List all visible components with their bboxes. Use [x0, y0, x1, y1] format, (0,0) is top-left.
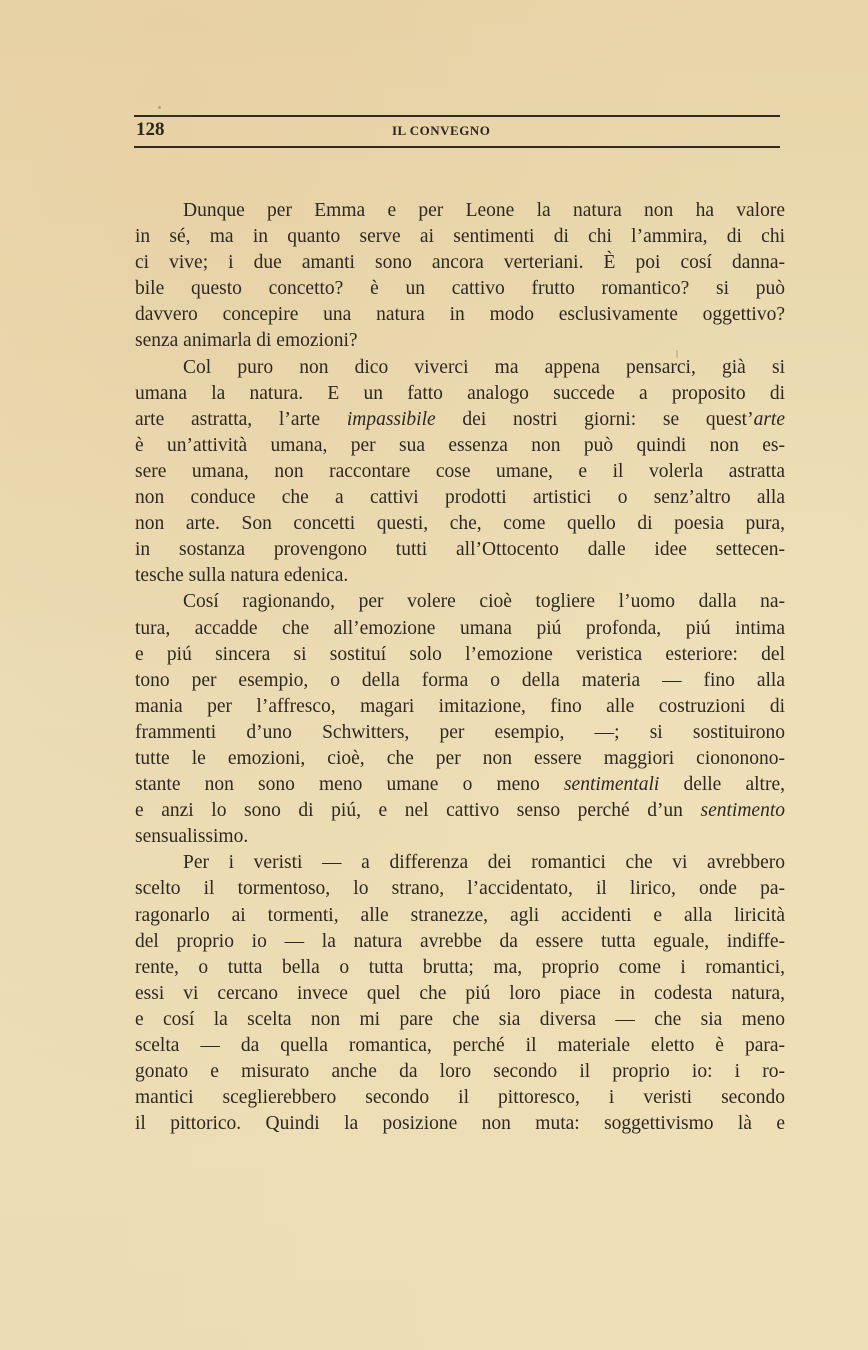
journal-title: IL CONVEGNO [392, 123, 491, 138]
text-line: tura, accadde che all’emozione umana piú profonda, piú intima [135, 617, 785, 639]
text-line: ragonarlo ai tormenti, alle stranezze, agli accidenti e alla liricità [135, 904, 785, 926]
text-line: mantici sceglierebbero secondo il pittoresco, i veristi secondo [135, 1087, 785, 1109]
text-line: Per i veristi — a differenza dei romantici che vi avrebbero [183, 852, 785, 874]
text-line: Dunque per Emma e per Leone la natura non ha valore [183, 200, 785, 221]
text-line: ci vive; i due amanti sono ancora verteriani. È poi cosí danna- [135, 252, 785, 274]
text-line: in sostanza provengono tutti all’Ottocento dalle idee settecen- [135, 539, 785, 561]
text-line [135, 407, 785, 433]
header-rule-top [134, 115, 780, 117]
running-head [134, 118, 780, 144]
text-line: non conduce che a cattivi prodotti artistici o senz’altro alla [135, 487, 785, 509]
text-segment: e anzi lo sono di piú, e nel cattivo senso perché d’un [135, 800, 701, 822]
paper-speck [676, 350, 678, 358]
page-number: 128 [136, 119, 165, 140]
text-line: essi vi cercano invece quel che piú loro piace in codesta natura, [135, 982, 785, 1004]
text-line: rente, o tutta bella o tutta brutta; ma, proprio come i romantici, [135, 956, 785, 978]
text-line: Col puro non dico viverci ma appena pensarci, già si [183, 356, 785, 378]
text-segment: dei nostri giorni: se quest’ [435, 408, 754, 430]
text-line: è un’attività umana, per sua essenza non può quindi non es- [135, 434, 785, 456]
text-line: tono per esempio, o della forma o della materia — fino alla [135, 669, 785, 691]
text-line: e piú sincera si sostituí solo l’emozione veristica esteriore: del [135, 643, 785, 665]
text-line: in sé, ma in quanto serve ai sentimenti di chi l’ammira, di chi [135, 226, 785, 248]
text-line: non arte. Son concetti questi, che, come quello di poesia pura, [135, 513, 785, 535]
text-segment: arte astratta, l’arte [135, 408, 347, 430]
body-text [135, 198, 785, 1137]
italic-emphasis: impassibile [346, 408, 436, 430]
text-line: tesche sulla natura edenica. [135, 565, 349, 587]
paragraph [135, 198, 785, 355]
text-line: e cosí la scelta non mi pare che sia diversa — che sia meno [135, 1008, 785, 1030]
paragraph [135, 589, 785, 850]
text-line: senza animarla di emozioni? [135, 330, 358, 352]
text-segment: stante non sono meno umane o meno [135, 774, 564, 796]
text-line: tutte le emozioni, cioè, che per non essere maggiori ciononono- [135, 747, 785, 769]
header-rule-bottom [134, 146, 780, 148]
italic-emphasis: arte [753, 408, 786, 430]
text-line: mania per l’affresco, magari imitazione, fino alle costruzioni di [135, 695, 785, 717]
text-line: sere umana, non raccontare cose umane, e il volerla astratta [135, 460, 785, 482]
text-line: scelta — da quella romantica, perché il materiale eletto è para- [135, 1035, 785, 1056]
paragraph [135, 355, 785, 590]
text-line: scelto il tormentoso, lo strano, l’accidentato, il lirico, onde pa- [135, 878, 785, 900]
text-line: frammenti d’uno Schwitters, per esempio, —; si sostituirono [135, 721, 785, 743]
text-line: Cosí ragionando, per volere cioè togliere l’uomo dalla na- [183, 591, 785, 613]
text-segment: delle altre, [659, 774, 785, 796]
text-line: del proprio io — la natura avrebbe da essere tutta eguale, indiffe- [135, 930, 785, 952]
italic-emphasis: sentimento [700, 800, 785, 822]
italic-emphasis: sentimentali [563, 774, 660, 796]
paragraph [135, 850, 785, 1137]
text-line: il pittorico. Quindi la posizione non muta: soggettivismo là e [135, 1113, 785, 1135]
text-line: sensualissimo. [135, 826, 249, 848]
text-line: umana la natura. E un fatto analogo succede a proposito di [135, 382, 785, 404]
paper-speck [158, 106, 161, 109]
text-line: davvero concepire una natura in modo esclusivamente oggettivo? [135, 304, 785, 326]
text-line: bile questo concetto? è un cattivo frutto romantico? si può [135, 278, 785, 300]
text-line [135, 772, 785, 798]
text-line [135, 798, 785, 824]
text-line: gonato e misurato anche da loro secondo il proprio io: i ro- [135, 1061, 785, 1083]
